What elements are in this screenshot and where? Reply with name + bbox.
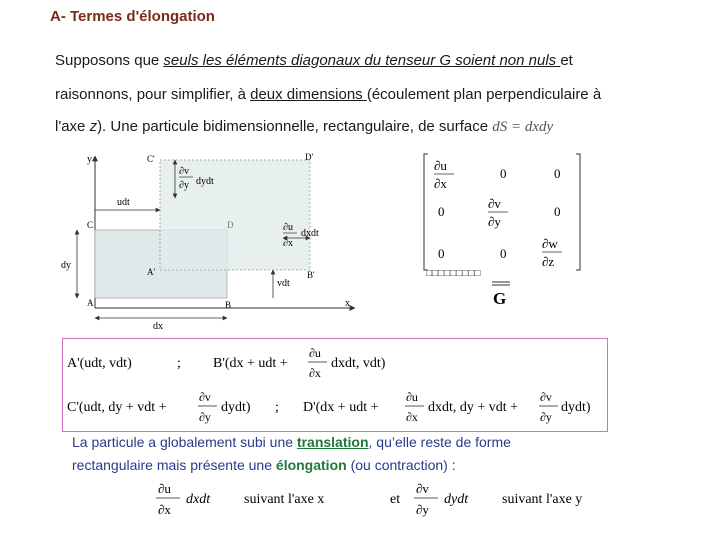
m23: 0 [554, 204, 561, 219]
equations-box [62, 338, 608, 432]
text-run: et [560, 52, 573, 69]
m12: 0 [500, 166, 507, 181]
m11-num: ∂u [434, 158, 447, 173]
final-formula [150, 476, 650, 524]
underlined-phrase: deux dimensions [250, 86, 367, 103]
eq-d-prime-c: dydt) [561, 400, 591, 415]
eq-c-prime-b: dydt) [221, 400, 251, 415]
highlight-elongation: élongation [275, 457, 347, 473]
particle-diagram [55, 148, 365, 333]
m32: 0 [500, 246, 507, 261]
eq-d-prime-den2: ∂y [540, 410, 552, 424]
eq-d-prime-a: D'(dx + udt + [303, 400, 379, 415]
surface-formula: dS = dxdy [492, 119, 554, 135]
tensor-matrix [420, 150, 590, 310]
garbled-glyphs: □□□□□□□□□ [426, 268, 481, 279]
final-num1: ∂u [158, 481, 171, 496]
matrix-left-bracket [424, 154, 428, 270]
y-axis-label: y [87, 154, 92, 165]
eq-b-prime-a: B'(dx + udt + [213, 356, 288, 371]
eq-a-prime: A'(udt, vdt) [67, 356, 132, 371]
paragraph-line-1 [55, 52, 573, 69]
final-num2: ∂v [416, 481, 429, 496]
eq-b-prime-den: ∂x [309, 366, 321, 380]
label-a: A [87, 298, 94, 308]
eq-d-prime-num1: ∂u [406, 390, 418, 404]
final-den2: ∂y [416, 502, 429, 517]
du-tail: dxdt [301, 228, 319, 239]
final-et: et [390, 492, 401, 507]
final-den1: ∂x [158, 502, 171, 517]
m33-num: ∂w [542, 236, 558, 251]
label-a-prime: A' [147, 267, 156, 277]
udt-label: udt [117, 197, 130, 208]
du-num: ∂u [283, 222, 293, 233]
matrix-right-bracket [576, 154, 580, 270]
text-run: (ou contraction) : [346, 457, 456, 473]
text-run: (écoulement plan perpendiculaire à [366, 86, 602, 103]
m31: 0 [438, 246, 445, 261]
label-c-prime: C' [147, 154, 155, 164]
text-run: , qu’elle reste de forme [368, 434, 511, 450]
final-tail1: dxdt [186, 492, 211, 507]
axis-z: z [89, 118, 98, 135]
result-line-2 [72, 457, 456, 473]
vdt-label: vdt [277, 278, 290, 289]
underlined-phrase: seuls les éléments diagonaux du tenseur G soient non nuls [163, 52, 561, 69]
label-d-prime: D' [305, 152, 314, 162]
label-c: C [87, 220, 94, 230]
text-run: raisonnons, pour simplifier, à [55, 86, 251, 103]
label-b: B [225, 300, 232, 310]
m11-den: ∂x [434, 176, 447, 191]
m22-num: ∂v [488, 196, 501, 211]
dv-num: ∂v [179, 166, 189, 177]
dv-tail: dydt [196, 176, 214, 187]
dy-label: dy [61, 260, 71, 271]
label-d: D [227, 220, 234, 230]
highlight-translation: translation [296, 434, 369, 450]
eq-b-prime-num: ∂u [309, 346, 321, 360]
eq-semicolon-1: ; [177, 356, 181, 371]
m22-den: ∂y [488, 214, 501, 229]
eq-c-prime-num: ∂v [199, 390, 211, 404]
eq-b-prime-b: dxdt, vdt) [331, 356, 386, 371]
eq-d-prime-num2: ∂v [540, 390, 552, 404]
dx-label: dx [153, 321, 163, 332]
du-den: ∂x [283, 238, 293, 249]
m21: 0 [438, 204, 445, 219]
eq-semicolon-2: ; [275, 400, 279, 415]
text-run: rectangulaire mais présente une [72, 457, 276, 473]
text-run: La particule a globalement subi une [72, 434, 297, 450]
label-b-prime: B' [307, 270, 315, 280]
equations-svg [63, 339, 607, 431]
text-run: ). Une particule bidimensionnelle, rectangulaire, de surface [97, 118, 493, 135]
matrix-caption: G [493, 289, 507, 308]
dv-den: ∂y [179, 180, 189, 191]
eq-c-prime-den: ∂y [199, 410, 211, 424]
result-line-1 [72, 434, 511, 450]
section-title: A- Termes d'élongation [50, 8, 215, 25]
eq-c-prime-a: C'(udt, dy + vdt + [67, 400, 167, 415]
paragraph-line-2 [55, 86, 601, 103]
final-text1: suivant l'axe x [244, 492, 325, 507]
final-tail2: dydt [444, 492, 469, 507]
text-run: Supposons que [55, 52, 164, 69]
m13: 0 [554, 166, 561, 181]
final-text2: suivant l'axe y [502, 492, 583, 507]
x-axis-label: x [345, 298, 350, 309]
m33-den: ∂z [542, 254, 555, 269]
paragraph-line-3 [55, 118, 553, 136]
eq-d-prime-den1: ∂x [406, 410, 418, 424]
eq-d-prime-b: dxdt, dy + vdt + [428, 400, 519, 415]
text-run: l'axe [55, 118, 90, 135]
